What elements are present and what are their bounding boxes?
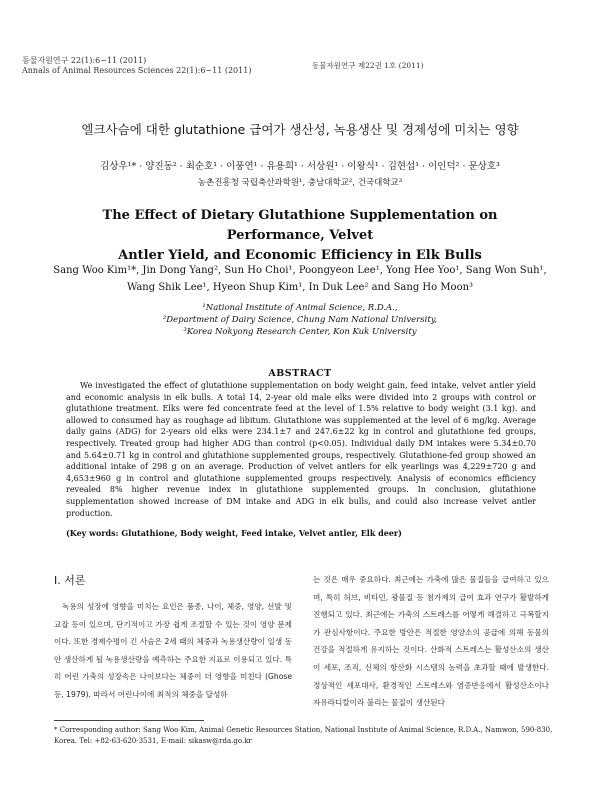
affiliation-1: ¹National Institute of Animal Science, R.D.A., bbox=[202, 303, 398, 313]
running-header-right: 동물자원연구 제22권 1호 (2011) bbox=[312, 61, 424, 70]
intro-right-column: 는 것은 매우 중요하다. 최근에는 가축에 많은 물질들을 급여하고 있으며, 특히 허브, 비타민, 광물질 등 첨가제의 급여 효과 연구가 활발하게 진행되고 있다. 최근에는 가축의 스트레스를 어떻게 해결하고 극복할지가 관심사항이다. 주요한 방안은 적절한 영양소의 공급에 의해 동물의 건강을 적절하게 유지하는 것이다. 산화적 스트레스는 활성산소의 생산이 세포, 조직, 신체의 항산화 시스템의 능력을 초과할 때에 발생한다. 정상적인 세포대사, 환경적인 스트레스와 염증반응에서 활성산소이나 자유라디칼이라 불리는 물질이 생산된다 bbox=[313, 575, 549, 708]
section-heading-introduction: I. 서론 bbox=[54, 574, 86, 587]
journal-korean-citation: 동물자원연구 22(1):6~11 (2011) bbox=[22, 56, 147, 65]
english-affiliations bbox=[0, 302, 600, 338]
english-title-line-1: The Effect of Dietary Glutathione Supplementation on Performance, Velvet bbox=[102, 208, 498, 243]
abstract-body: We investigated the effect of glutathione supplementation on body weight gain, feed intake, velvet antler yield and economic analysis in elk bulls. A total 14, 2-year old male elks were divided into 2 groups with control or glutathione treatment. Elks were fed concentrate feed at the level of 1.5% relative to body weight (3.1 kg). and allowed to consumed hay as roughage ad libitum. Glutathione was supplemented at the level of 6 mg/kg. Average daily gains (ADG) for 2-years old elks were 234.1±7 and 247.6±22 kg in control and glutathione fed groups, respectively. Treated group had higher ADG than control (p<0.05). Individual daily DM intakes were 5.34±0.70 and 5.64±0.71 kg in control and glutathione supplemented groups, respectively. Glutathione-fed group showed an additional intake of 298 g on an average. Production of velvet antlers for elk yearlings was 4,229±720 g and 4,653±960 g in control and glutathione supplemented groups respectively. Analysis of economics efficiency revealed 8% higher revenue index in glutathione supplemented groups. In conclusion, glutathione supplementation showed increase of DM intake and ADG in elk bulls, and could also increase velvet antler production. bbox=[66, 381, 536, 518]
english-authors bbox=[40, 262, 560, 296]
english-authors-line-1: Sang Woo Kim¹*, Jin Dong Yang², Sun Ho Choi¹, Poongyeon Lee¹, Yong Hee Yoo¹, Sang Won Suh¹, bbox=[53, 265, 547, 276]
footnote-rule bbox=[54, 720, 204, 721]
korean-title: 엘크사슴에 대한 glutathione 급여가 생산성, 녹용생산 및 경제성에 미치는 영향 bbox=[81, 122, 519, 137]
affiliation-2: ²Department of Dairy Science, Chung Nam National University, bbox=[162, 315, 438, 325]
english-title-line-2: Antler Yield, and Economic Efficiency in Elk Bulls bbox=[118, 248, 482, 263]
abstract-heading: ABSTRACT bbox=[268, 368, 332, 379]
journal-english-citation: Annals of Animal Resources Sciences 22(1):6~11 (2011) bbox=[22, 66, 252, 75]
korean-authors: 김상우¹* · 양진동² · 최순호¹ · 이풍연¹ · 유용희¹ · 서상원¹ · 이왕식¹ · 김현섭¹ · 이인덕² · 문상호³ bbox=[100, 161, 500, 172]
affiliation-3: ³Korea Nokyong Research Center, Kon Kuk University bbox=[183, 327, 417, 337]
keywords: (Key words: Glutathione, Body weight, Feed intake, Velvet antler, Elk deer) bbox=[66, 528, 402, 538]
english-title bbox=[60, 206, 540, 266]
korean-affiliations: 농촌진흥청 국립축산과학원¹, 충남대학교², 건국대학교³ bbox=[197, 178, 403, 188]
intro-left-column: 녹용의 성장에 영향을 미치는 요인은 품종, 나이, 체중, 영양, 선발 및 교잡 등이 있으며, 단기적이고 가장 쉽게 조절할 수 있는 것이 영양 문제이다. 또한 경제수명이 긴 사슴은 2세 때의 체중과 녹용생산량이 일생 동안 생산하게 될 녹용생산량을 예측하는 주요한 지표로 이용되고 있다. 특히 어린 가축의 성장속은 나이보다는 체중이 더 영향을 미친다 (Ghose 등, 1979). 따라서 어린나이에 최적의 체중을 달성하 bbox=[54, 602, 292, 699]
running-header-left bbox=[22, 56, 251, 76]
corresponding-author-footnote: * Corresponding author: Sang Woo Kim, Animal Genetic Resources Station, National Institute of Animal Science, R.D.A., Namwon, 590-830, Korea. Tel: +82-63-620-3531, E-mail: sikasw@rda.go.kr bbox=[54, 726, 553, 745]
english-authors-line-2: Wang Shik Lee¹, Hyeon Shup Kim¹, In Duk Lee² and Sang Ho Moon³ bbox=[126, 282, 474, 293]
